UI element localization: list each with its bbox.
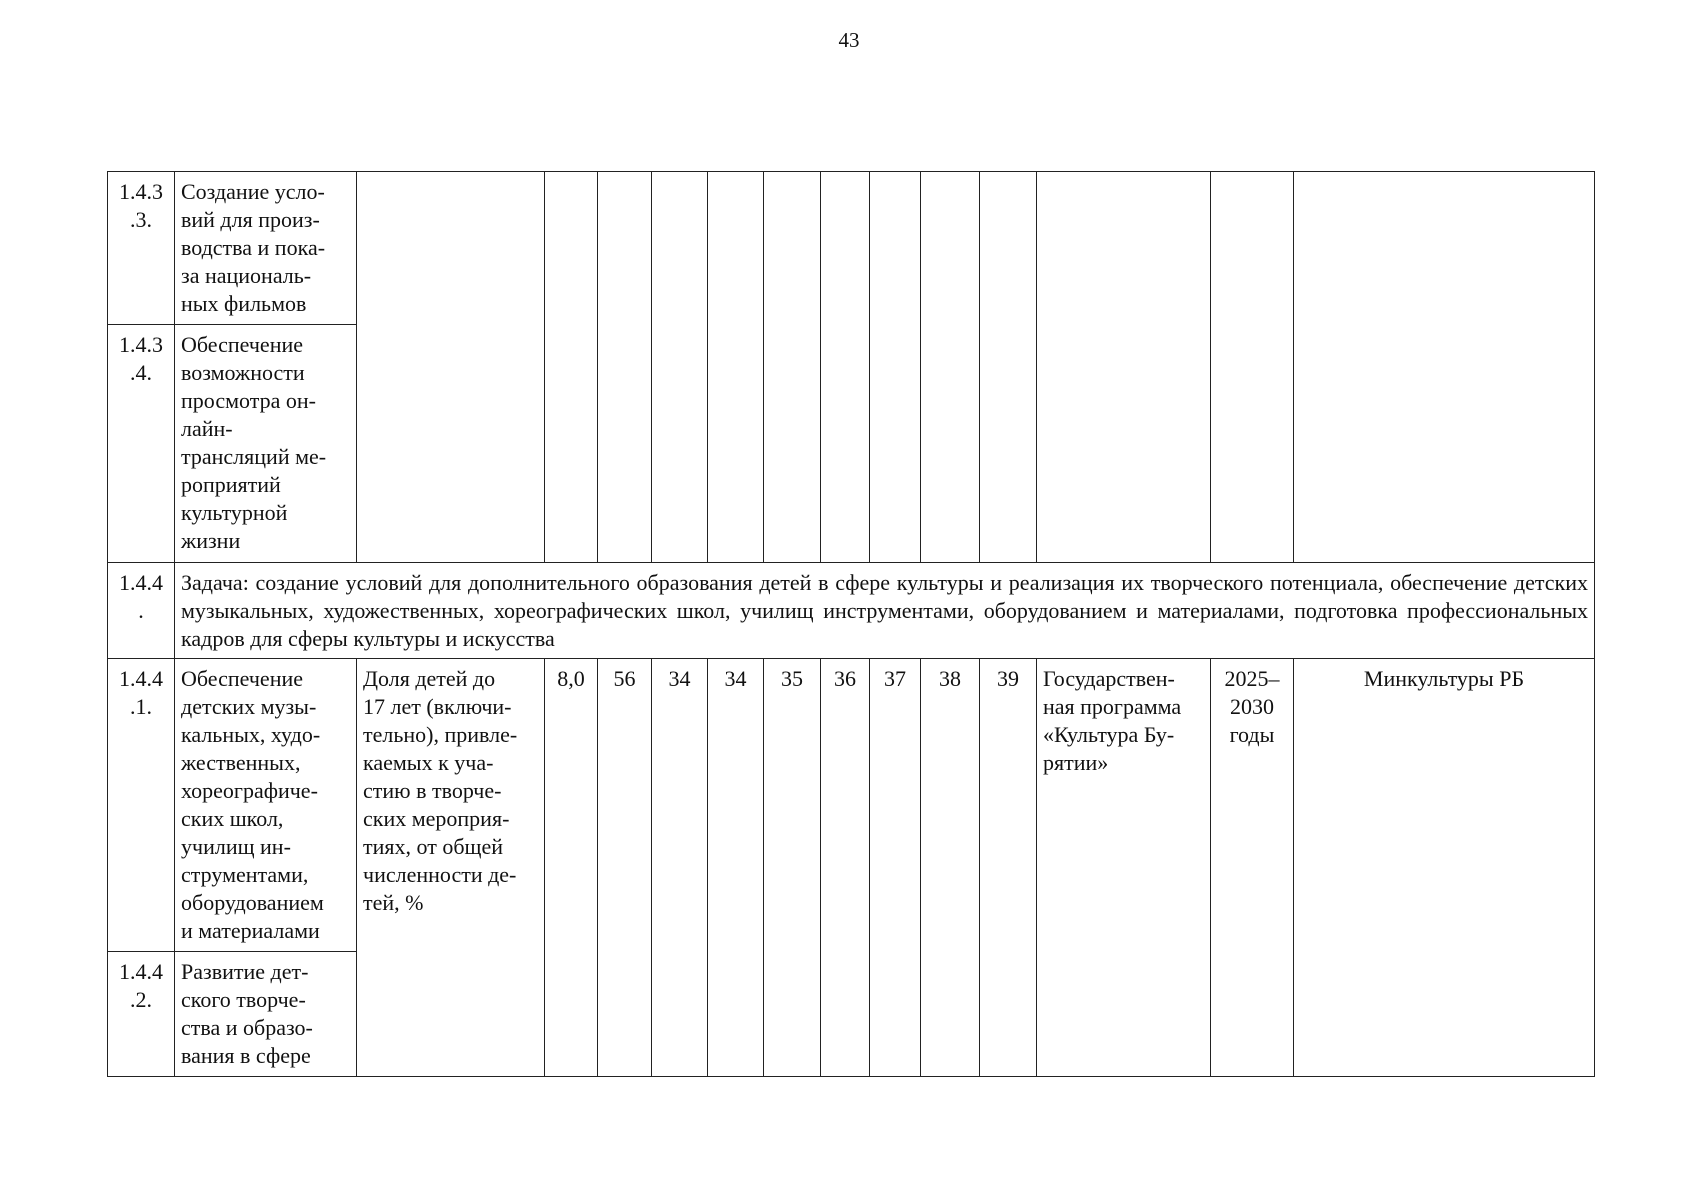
- responsible-cell: [1294, 172, 1595, 563]
- period-cell: 2025– 2030 годы: [1211, 659, 1294, 1077]
- row-number: 1.4.3 .4.: [108, 325, 175, 563]
- table-row: [108, 172, 1595, 325]
- value-cell: 38: [921, 659, 980, 1077]
- program-cell: [1037, 172, 1211, 563]
- value-cell: 56: [598, 659, 652, 1077]
- value-cell: 36: [821, 659, 870, 1077]
- value-cell: [764, 172, 821, 563]
- row-number: 1.4.4 .1.: [108, 659, 175, 952]
- value-cell: 34: [708, 659, 764, 1077]
- value-cell: 8,0: [545, 659, 598, 1077]
- measures-table: [107, 171, 1595, 1077]
- page-number: 43: [838, 28, 860, 52]
- value-cell: [652, 172, 708, 563]
- indicator-cell: [357, 172, 545, 563]
- measure-name: Обеспечение возможности просмотра он- лайн- трансляций ме- роприятий культурной жизни: [175, 325, 357, 563]
- value-cell: 39: [980, 659, 1037, 1077]
- task-row: [108, 563, 1595, 659]
- row-number: 1.4.4 .: [108, 563, 175, 659]
- measure-name: Развитие дет- ского творче- ства и образо- вания в сфере: [175, 952, 357, 1077]
- value-cell: 35: [764, 659, 821, 1077]
- value-cell: [980, 172, 1037, 563]
- value-cell: 34: [652, 659, 708, 1077]
- value-cell: [821, 172, 870, 563]
- value-cell: 37: [870, 659, 921, 1077]
- measure-name: Обеспечение детских музы- кальных, худо- жественных, хореографиче- ских школ, училищ ин- струментами, оборудованием и материалами: [175, 659, 357, 952]
- task-description: Задача: создание условий для дополнительного образования детей в сфере культуры и реализация их творческого потенциала, обеспечение детских музыкальных, художественных, хореографических школ, училищ инструментами, оборудованием и материалами, подготовка профессиональных кадров для сферы культуры и искусства: [181, 570, 1588, 651]
- responsible-cell: Минкультуры РБ: [1294, 659, 1595, 1077]
- row-number: 1.4.3 .3.: [108, 172, 175, 325]
- measure-name: Создание усло- вий для произ- водства и пока- за националь- ных фильмов: [175, 172, 357, 325]
- table-row: [108, 659, 1595, 952]
- period-cell: [1211, 172, 1294, 563]
- task-text: [175, 563, 1595, 659]
- value-cell: [598, 172, 652, 563]
- program-cell: Государствен- ная программа «Культура Бу- рятии»: [1037, 659, 1211, 1077]
- row-number: 1.4.4 .2.: [108, 952, 175, 1077]
- indicator-cell: Доля детей до 17 лет (включи- тельно), привле- каемых к уча- стию в творче- ских мероприя- тиях, от общей численности де- тей, %: [357, 659, 545, 1077]
- value-cell: [545, 172, 598, 563]
- value-cell: [921, 172, 980, 563]
- value-cell: [870, 172, 921, 563]
- value-cell: [708, 172, 764, 563]
